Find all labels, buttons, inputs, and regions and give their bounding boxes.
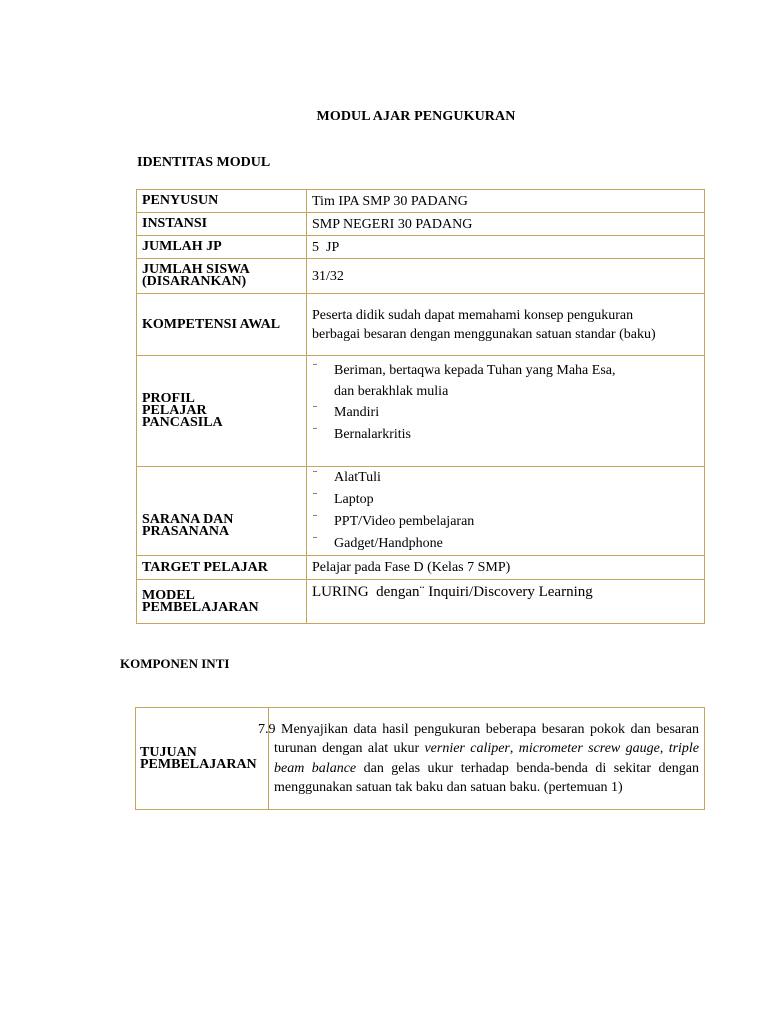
komponen-heading: KOMPONEN INTI [120,656,230,671]
row-jumlah-jp [137,236,705,259]
tujuan-italic: triple beam balance [274,741,700,776]
row-kompetensi-awal [137,294,705,356]
instansi-label: INSTANSI [137,213,307,236]
penyusun-label: PENYUSUN [137,190,307,213]
jumlah-siswa-label [137,259,307,294]
row-sarana [137,467,705,556]
tujuan-italic: micrometer screw gauge [518,741,660,756]
sarana-label-line2: PRASANANA [142,524,230,539]
profil-label [137,356,307,467]
row-profil [137,356,705,467]
identity-table [136,189,705,624]
sarana-item: ¨ Laptop [312,489,699,511]
row-target-pelajar [137,556,705,580]
bullet-mark: ¨ [313,489,317,503]
target-pelajar-label: TARGET PELAJAR [137,556,307,580]
profil-item: ¨ Bernalarkritis [312,424,699,446]
kompetensi-awal-label: KOMPETENSI AWAL [137,294,307,356]
row-instansi [137,213,705,236]
jumlah-jp-value: 5 JP [307,236,705,259]
bullet-mark: ¨ [313,511,317,525]
tujuan-label [136,708,269,810]
kompetensi-awal-value: Peserta didik sudah dapat memahami konsep pengukuran berbagai besaran dengan menggunakan satuan standar (baku) [307,294,705,356]
tujuan-label-line2: PEMBELAJARAN [140,756,257,772]
tujuan-italic: vernier caliper [424,741,510,756]
sarana-item: ¨ Gadget/Handphone [312,533,699,555]
bullet-mark: ¨ [313,360,317,374]
target-pelajar-value: Pelajar pada Fase D (Kelas 7 SMP) [307,556,705,580]
penyusun-value: Tim IPA SMP 30 PADANG [307,190,705,213]
model-label-line1: MODEL [142,587,195,603]
document-title: MODUL AJAR PENGUKURAN [316,109,516,124]
bullet-mark: ¨ [313,402,317,416]
row-penyusun [137,190,705,213]
profil-label-line2: PELAJAR [142,403,207,418]
sarana-item: ¨ AlatTuli [312,467,699,489]
model-value: LURING dengan¨ Inquiri/Discovery Learning [307,580,705,624]
bullet-mark: ¨ [313,467,317,481]
jumlah-siswa-label-line2: (DISARANKAN) [142,274,247,289]
sarana-list [312,467,699,555]
sarana-label-line1: SARANA DAN [142,512,234,527]
sarana-label [137,467,307,556]
profil-item: ¨ Beriman, bertaqwa kepada Tuhan yang Maha Esa, dan berakhlak mulia [312,360,699,402]
profil-list-cell [307,356,705,467]
jumlah-jp-label: JUMLAH JP [137,236,307,259]
sarana-item: ¨ PPT/Video pembelajaran [312,511,699,533]
row-jumlah-siswa [137,259,705,294]
tujuan-label-line1: TUJUAN [140,744,197,760]
instansi-value: SMP NEGERI 30 PADANG [307,213,705,236]
profil-list [312,360,699,446]
tujuan-table [135,707,705,810]
bullet-mark: ¨ [313,424,317,438]
bullet-mark: ¨ [313,533,317,547]
jumlah-siswa-label-line1: JUMLAH SISWA [142,262,250,277]
jumlah-siswa-value: 31/32 [307,259,705,294]
model-label [137,580,307,624]
profil-label-line1: PROFIL [142,391,195,406]
profil-item: ¨ Mandiri [312,402,699,424]
sarana-list-cell [307,467,705,556]
tujuan-text: 7.9 Menyajikan data hasil pengukuran beberapa besaran pokok dan besaran turunan dengan alat ukur vernier caliper, micrometer screw gauge, triple beam balance dan gelas ukur terhadap benda-benda di sekitar dengan menggunakan satuan tak baku dan satuan baku. (pertemuan 1) [269,708,705,810]
row-tujuan [136,708,705,810]
model-label-line2: PEMBELAJARAN [142,599,259,615]
profil-label-line3: PANCASILA [142,415,223,430]
row-model [137,580,705,624]
identitas-heading: IDENTITAS MODUL [137,155,271,170]
